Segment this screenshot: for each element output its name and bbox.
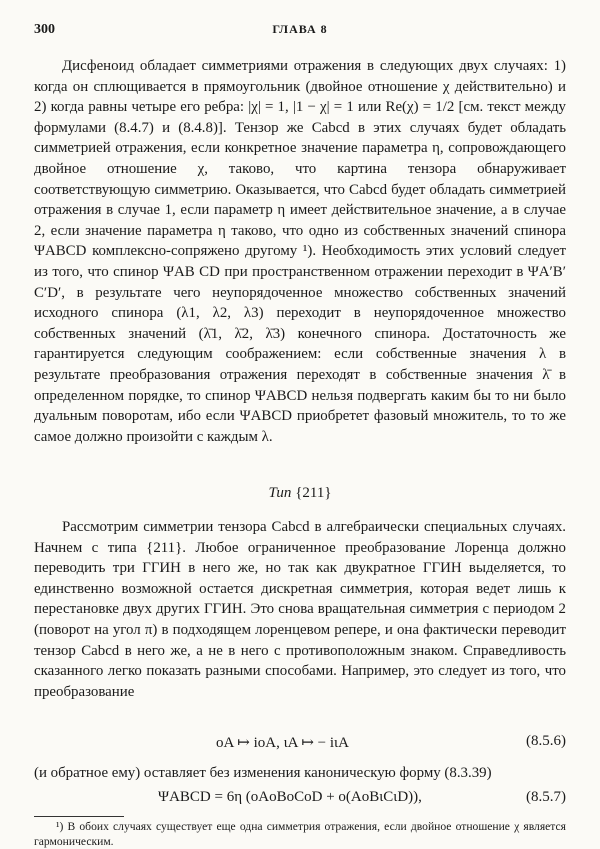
running-head: ГЛАВА 8 [272, 22, 328, 36]
equation-number: (8.5.7) [526, 789, 566, 805]
equation-number: (8.5.6) [526, 733, 566, 749]
section-title-prefix: Тип [268, 485, 292, 501]
paragraph-type-211: Рассмотрим симметрии тензора Cabcd в алгебраически специальных случаях. Начнем с типа {211}. Любое ограниченное преобразование Лоренца должно переводить три ГГИН в него же, но так как двукратное ГГИН выделяется, то единственно возможной остается дискретная симметрия, которая ведет лишь к перестановке двух других ГГИН. Это снова вращательная симметрия с периодом 2 (поворот на угол π) в подходящем лоренцевом репере, и она фактически переводит тензор Cabcd в него же, а не в него с противоположным знаком. Справедливость сказанного легко показать разными способами. Например, это следует из того, что преобразование [34, 519, 566, 700]
footnote-rule [34, 816, 124, 817]
paragraph-inverse: (и обратное ему) оставляет без изменения каноническую форму (8.3.39) [34, 765, 492, 781]
body-text-block-2 [34, 517, 566, 702]
section-title-type: {211} [295, 485, 332, 501]
body-text-block-3 [34, 763, 566, 784]
equation-formula: ΨABCD = 6η (oAoBoCoD + o(AoBιCιD)), [158, 789, 422, 805]
page-number: 300 [34, 22, 55, 37]
paragraph-dispheonoid: Дисфеноид обладает симметриями отражения в следующих двух случаях: 1) когда он сплющивается в прямоугольник (двойное отношение χ действительно) и 2) когда равны четыре его ребра: |χ| = 1, |1 − χ| = 1 или Re(χ) = 1/2 [см. текст между формулами (8.4.7) и (8.4.8)]. Тензор же Cabcd в этих случаях будет обладать симметрией отражения, если конкретное значение параметра η, сопровождающего двойное отношение χ, таково, что картина тензора обнаруживает соответствующую симметрию. Оказывается, что Cabcd будет обладать симметрией отражения в случае 1, если параметр η имеет действительное значение, а в случае 2, если значение параметра η таково, что одно из собственных значений спинора ΨABCD комплексно-сопряжено другому ¹). Необходимость этих условий следует из того, что спинор ΨAB CD при пространственном отражении переходит в ΨA′B′ C′D′, в результате чего неупорядоченное множество собственных значений исходного спинора (λ1, λ2, λ3) переходит в неупорядоченное множество собственных значений (λ̄1, λ̄2, λ̄3) конечного спинора. Достаточность же гарантируется следующим соображением: если собственные значения λ в результате преобразования отражения переходят в собственные значения λ̄ в определенном порядке, то спинор ΨABCD нельзя подвергать каким бы то ни было дуальным поворотам, ибо если ΨABCD приобретет фазовый множитель, то то же самое должно произойти с каждым λ. [34, 58, 566, 445]
footnote: ¹) В обоих случаях существует еще одна симметрия отражения, если двойное отношение χ является гармоническим. [34, 820, 566, 848]
equation-formula: oA ↦ ioA, ιA ↦ − iιA [216, 735, 349, 751]
section-title [0, 485, 600, 502]
body-text-block-1 [34, 56, 566, 447]
